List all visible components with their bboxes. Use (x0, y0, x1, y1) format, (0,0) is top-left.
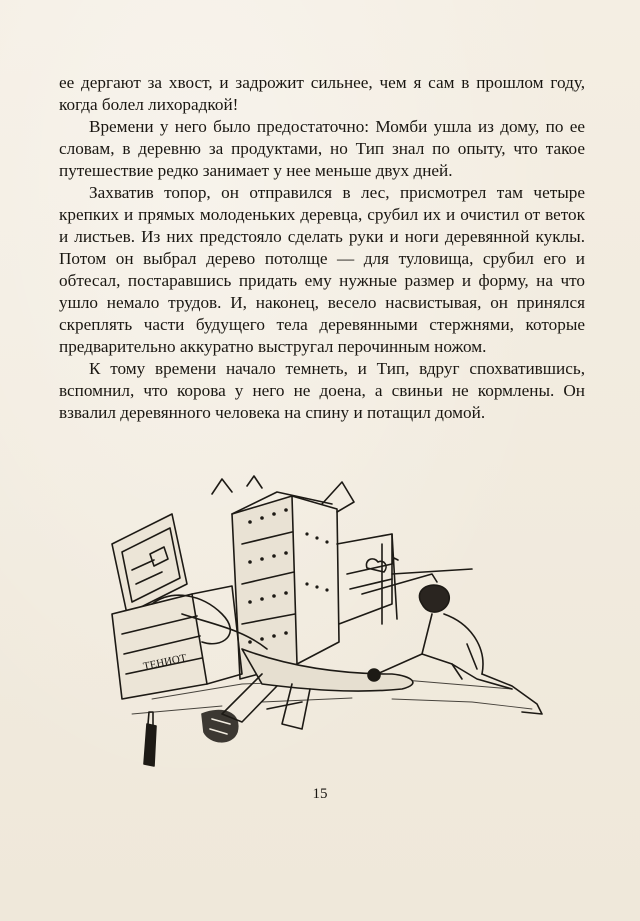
page-number: 15 (312, 786, 328, 802)
riveted-trunk (212, 476, 354, 679)
staircase (337, 534, 437, 624)
chest-label: ТЕНИОТ (142, 652, 188, 673)
illustration-boy-and-chest (92, 474, 562, 780)
rag (202, 711, 238, 742)
wooden-doll (222, 649, 413, 729)
paragraph-4: К тому времени начало темнеть, и Тип, вдруг спохватившись, вспомнил, что корова у него не доена, а свиньи не кормлены. Он взвалил деревянного человека на спину и потащил домой. (59, 359, 585, 422)
body-text (59, 72, 585, 424)
paragraph-3: Захватив топор, он отправился в лес, присмотрел там четыре крепких и прямых молоденьких деревца, срубил их и очистил от веток и листьев. Из них предстояло сделать руки и ноги деревянной куклы. Потом он выбрал дерево потолще — для туловища, срубил его и обтесал, постаравшись придать ему нужные размер и форму, на что ушло немало трудов. И, наконец, весело насвистывая, он принялся скреплять части будущего тела деревянными стержнями, которые предварительно аккуратно выстругал перочинным ножом. (59, 183, 585, 356)
paragraph-1: ее дергают за хвост, и задрожит сильнее, чем я сам в прошлом году, когда болел лихорадкой! (59, 73, 585, 114)
bottle (144, 712, 156, 766)
paragraph-2: Времени у него было предостаточно: Момби ушла из дому, по ее словам, в деревню за продуктами, но Тип знал по опыту, что такое путешествие редко занимает у нее меньше двух дней. (59, 117, 585, 180)
boy-kneeling (368, 585, 542, 714)
